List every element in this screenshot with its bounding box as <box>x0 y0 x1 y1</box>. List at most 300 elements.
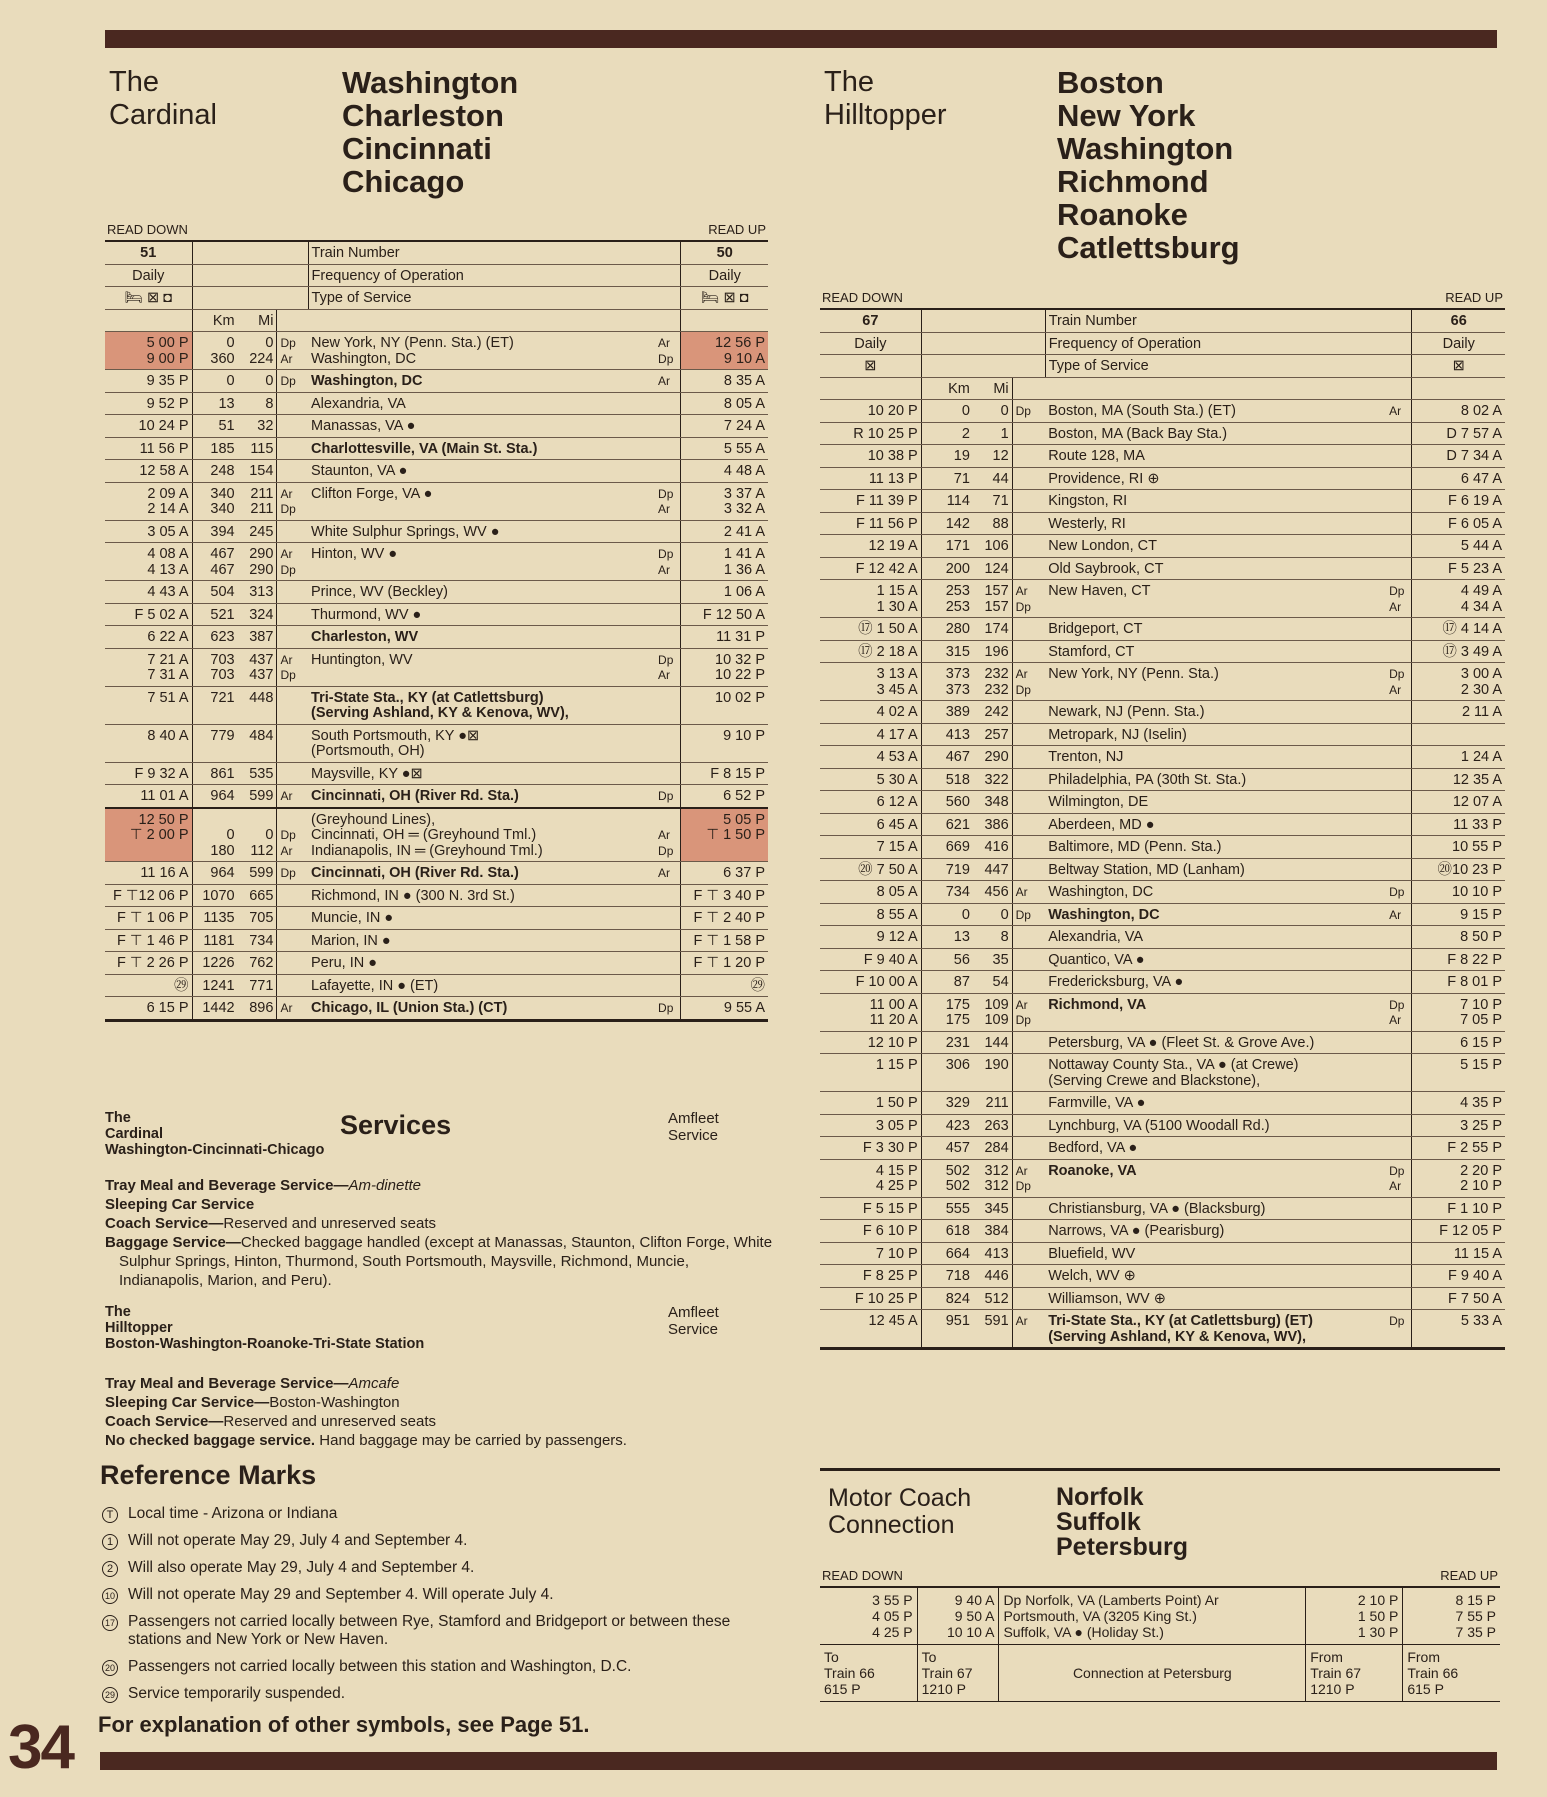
reference-text: Passengers not carried locally between Rye, Stamford and Bridgeport or between these stations and New York or New Haven. <box>128 1613 731 1648</box>
route-city: Washington <box>342 65 519 100</box>
header-row <box>105 287 768 310</box>
km-value: 0 <box>192 370 238 393</box>
km-value: 171 <box>921 535 973 558</box>
mi-value: 665 <box>238 884 277 907</box>
table-row <box>820 1265 1505 1288</box>
mi-value: 144 <box>973 1031 1012 1054</box>
arr-dep-code <box>277 974 308 997</box>
service-name: No checked baggage service. <box>105 1432 316 1449</box>
station-name: Quantico, VA ● <box>1045 948 1386 971</box>
km-value: 19 <box>921 445 973 468</box>
reference-mark-icon: 10 <box>102 1588 118 1604</box>
arr-dep-code: Ar Dp <box>655 332 681 370</box>
station-name: Williamson, WV ⊕ <box>1045 1287 1386 1310</box>
arr-dep-code <box>1386 512 1412 535</box>
route-city: New York <box>1057 98 1196 133</box>
table-row <box>820 1242 1505 1265</box>
km-value: 329 <box>921 1092 973 1115</box>
arr-dep-code: Ar <box>1386 400 1412 423</box>
timetable <box>105 240 768 1022</box>
arr-dep-code <box>277 626 308 649</box>
arr-dep-code <box>655 907 681 930</box>
station-name: Trenton, NJ <box>1045 746 1386 769</box>
departure-time: 6 15 P <box>105 997 192 1021</box>
arr-dep-code: Dp Ar <box>277 808 308 862</box>
arr-dep-code <box>1386 1220 1412 1243</box>
table-cell <box>105 309 192 332</box>
km-value: 779 <box>192 724 238 762</box>
arr-dep-code: Ar <box>655 862 681 885</box>
station-name: Richmond, VA <box>1045 993 1386 1031</box>
arr-dep-code <box>277 686 308 724</box>
km-value: 175 175 <box>921 993 973 1031</box>
station-name: Clifton Forge, VA ● <box>308 482 655 520</box>
table-row <box>820 400 1505 423</box>
arr-dep-code <box>655 603 681 626</box>
route-list <box>1057 66 1240 264</box>
header-row <box>105 241 768 264</box>
header-label: Train Number <box>1045 309 1412 332</box>
arr-dep-code <box>277 520 308 543</box>
table-row <box>105 543 768 581</box>
mi-value: 348 <box>973 791 1012 814</box>
arr-dep-code <box>277 929 308 952</box>
arr-dep-code <box>277 952 308 975</box>
return-time: 11 15 A <box>1412 1242 1505 1265</box>
station-name: Westerly, RI <box>1045 512 1386 535</box>
station-name: Lafayette, IN ● (ET) <box>308 974 655 997</box>
return-time: ⑰ 3 49 A <box>1412 640 1505 663</box>
arr-dep-code <box>277 907 308 930</box>
reference-marks-title: Reference Marks <box>100 1460 317 1490</box>
header-cell: 66 <box>1412 309 1505 332</box>
header-cell <box>921 309 1045 332</box>
table-cell <box>681 309 768 332</box>
table-cell <box>277 309 681 332</box>
station-name: Peru, IN ● <box>308 952 655 975</box>
motor-coach-title: Motor Coach Connection <box>828 1484 972 1539</box>
km-value: 185 <box>192 437 238 460</box>
departure-time: 4 02 A <box>820 701 921 724</box>
header-cell: ⊠ <box>820 355 921 378</box>
return-time: 7 10 P 7 05 P <box>1412 993 1505 1031</box>
mi-value: 386 <box>973 813 1012 836</box>
mi-value: 384 <box>973 1220 1012 1243</box>
return-time: 6 47 A <box>1412 467 1505 490</box>
mi-value: 771 <box>238 974 277 997</box>
arr-dep-code <box>277 603 308 626</box>
arr-dep-code <box>1386 1197 1412 1220</box>
station-name: Washington, DC <box>1045 903 1386 926</box>
table-row <box>105 762 768 785</box>
service-detail: Boston-Washington <box>269 1394 400 1411</box>
header-cell: 50 <box>681 241 768 264</box>
departure-time: 1 50 P <box>820 1092 921 1115</box>
departure-time: 12 50 P ⊤ 2 00 P <box>105 808 192 862</box>
return-time: F 8 01 P <box>1412 971 1505 994</box>
station-name: Roanoke, VA <box>1045 1159 1386 1197</box>
return-time: 8 35 A <box>681 370 768 393</box>
departure-time: 9 52 P <box>105 392 192 415</box>
table-row <box>820 1092 1505 1115</box>
mi-value: 324 <box>238 603 277 626</box>
departure-time: F 8 25 P <box>820 1265 921 1288</box>
arr-dep-code <box>1386 422 1412 445</box>
km-value: 521 <box>192 603 238 626</box>
mi-value: 456 <box>973 881 1012 904</box>
header-cell: Daily <box>820 332 921 355</box>
table-row <box>105 415 768 438</box>
table-row <box>105 332 768 370</box>
departure-time: 7 15 A <box>820 836 921 859</box>
return-time: 10 32 P 10 22 P <box>681 648 768 686</box>
arr-dep-code: Dp Ar <box>1386 993 1412 1031</box>
return-time: 5 15 P <box>1412 1054 1505 1092</box>
bottom-rule <box>100 1752 1497 1770</box>
reference-item <box>100 1505 780 1523</box>
departure-time: F ⊤ 2 26 P <box>105 952 192 975</box>
mi-value: 8 <box>238 392 277 415</box>
arr-dep-code <box>1386 557 1412 580</box>
km-value: 87 <box>921 971 973 994</box>
table-cell: To Train 67 1210 P <box>917 1645 999 1702</box>
arr-dep-code <box>1012 1242 1045 1265</box>
header-row <box>820 355 1505 378</box>
reference-text: Passengers not carried locally between this station and Washington, D.C. <box>128 1658 632 1675</box>
km-value: 0 360 <box>192 332 238 370</box>
reference-mark-icon: 1 <box>102 1534 118 1550</box>
km-value: 56 <box>921 948 973 971</box>
departure-time: 6 45 A <box>820 813 921 836</box>
km-value: 560 <box>921 791 973 814</box>
return-time: 2 11 A <box>1412 701 1505 724</box>
return-time: 4 35 P <box>1412 1092 1505 1115</box>
table-row <box>820 926 1505 949</box>
arr-dep-code <box>1012 836 1045 859</box>
mi-value: 0 <box>973 400 1012 423</box>
services-title: Services <box>340 1110 452 1140</box>
arr-dep-code <box>655 929 681 952</box>
km-label: Km <box>192 309 238 332</box>
station-name: Providence, RI ⊕ <box>1045 467 1386 490</box>
return-time: 3 25 P <box>1412 1114 1505 1137</box>
departure-time: F ⊤ 1 06 P <box>105 907 192 930</box>
arr-dep-code <box>1386 858 1412 881</box>
departure-time: 10 38 P <box>820 445 921 468</box>
departure-time: F 9 32 A <box>105 762 192 785</box>
arr-dep-code <box>277 724 308 762</box>
table-cell: 8 15 P 7 55 P 7 35 P <box>1403 1587 1500 1645</box>
reference-text: Will not operate May 29, July 4 and September 4. <box>128 1532 468 1549</box>
arr-dep-code <box>1012 618 1045 641</box>
km-value: 114 <box>921 490 973 513</box>
km-value: 248 <box>192 460 238 483</box>
table-row <box>105 997 768 1021</box>
arr-dep-code <box>277 460 308 483</box>
arr-dep-code <box>1386 445 1412 468</box>
return-time: F 8 15 P <box>681 762 768 785</box>
km-value: 340 340 <box>192 482 238 520</box>
arr-dep-code <box>1012 723 1045 746</box>
km-value: 504 <box>192 581 238 604</box>
service-name: Baggage Service— <box>105 1234 241 1251</box>
table-cell <box>1012 377 1412 400</box>
service-line <box>105 1374 775 1393</box>
header-row <box>820 332 1505 355</box>
arr-dep-code <box>1386 535 1412 558</box>
table-row <box>820 1220 1505 1243</box>
station-name: Thurmond, WV ● <box>308 603 655 626</box>
table-row <box>105 648 768 686</box>
motor-coach-table <box>820 1586 1500 1702</box>
return-time: 5 44 A <box>1412 535 1505 558</box>
table-row <box>820 971 1505 994</box>
table-row <box>820 535 1505 558</box>
departure-time: 5 30 A <box>820 768 921 791</box>
mi-value: 313 <box>238 581 277 604</box>
reference-text: Local time - Arizona or Indiana <box>128 1505 338 1522</box>
table-row <box>820 858 1505 881</box>
table-row <box>105 581 768 604</box>
return-time: 7 24 A <box>681 415 768 438</box>
arr-dep-code <box>1012 768 1045 791</box>
table-row <box>820 768 1505 791</box>
read-up-label: READ UP <box>708 222 766 237</box>
cardinal-section <box>105 62 768 1022</box>
mi-value: 416 <box>973 836 1012 859</box>
departure-time: R 10 25 P <box>820 422 921 445</box>
mi-value: 157 157 <box>973 580 1012 618</box>
station-name: Chicago, IL (Union Sta.) (CT) <box>308 997 655 1021</box>
departure-time: F 9 40 A <box>820 948 921 971</box>
reference-mark-icon: 2 <box>102 1561 118 1577</box>
return-time: F 9 40 A <box>1412 1265 1505 1288</box>
mi-value: 196 <box>973 640 1012 663</box>
table-cell: 9 40 A 9 50 A 10 10 A <box>917 1587 999 1645</box>
arr-dep-code <box>1012 557 1045 580</box>
arr-dep-code <box>1012 1054 1045 1092</box>
service-detail: Reserved and unreserved seats <box>223 1215 437 1232</box>
route-city: Catlettsburg <box>1057 230 1240 265</box>
arr-dep-code <box>655 392 681 415</box>
departure-time: F ⊤ 1 46 P <box>105 929 192 952</box>
arr-dep-code <box>1012 746 1045 769</box>
return-time <box>1412 723 1505 746</box>
table-row <box>105 482 768 520</box>
arr-dep-code: Dp <box>277 862 308 885</box>
arr-dep-code <box>1012 1092 1045 1115</box>
hilltopper-section <box>820 62 1505 1350</box>
station-name: Narrows, VA ● (Pearisburg) <box>1045 1220 1386 1243</box>
arr-dep-code <box>1386 836 1412 859</box>
return-time: F 1 10 P <box>1412 1197 1505 1220</box>
station-name: Huntington, WV <box>308 648 655 686</box>
return-time: ⑰ 4 14 A <box>1412 618 1505 641</box>
arr-dep-code: Ar Dp <box>1012 993 1045 1031</box>
arr-dep-code: Dp Ar <box>655 543 681 581</box>
station-name: Tri-State Sta., KY (at Catlettsburg) (Serving Ashland, KY & Kenova, WV), <box>308 686 655 724</box>
departure-time: 12 58 A <box>105 460 192 483</box>
arr-dep-code <box>277 392 308 415</box>
mi-value: 387 <box>238 626 277 649</box>
table-row <box>820 557 1505 580</box>
km-value: 413 <box>921 723 973 746</box>
station-name: Boston, MA (South Sta.) (ET) <box>1045 400 1386 423</box>
train-name: The Hilltopper <box>824 66 947 131</box>
reference-item <box>100 1658 780 1676</box>
header-cell <box>192 241 308 264</box>
table-row <box>820 813 1505 836</box>
table-row <box>820 490 1505 513</box>
km-value: 618 <box>921 1220 973 1243</box>
km-value: 2 <box>921 422 973 445</box>
km-value: 315 <box>921 640 973 663</box>
arr-dep-code <box>1012 1197 1045 1220</box>
departure-time: 6 22 A <box>105 626 192 649</box>
km-value: 423 <box>921 1114 973 1137</box>
mi-value: 599 <box>238 785 277 808</box>
arr-dep-code: Ar <box>277 997 308 1021</box>
return-time: 8 50 P <box>1412 926 1505 949</box>
km-value: 142 <box>921 512 973 535</box>
departure-time: 1 15 A 1 30 A <box>820 580 921 618</box>
amfleet-label: Amfleet Service <box>668 1110 719 1144</box>
arr-dep-code <box>1012 971 1045 994</box>
departure-time: 7 51 A <box>105 686 192 724</box>
arr-dep-code <box>1386 813 1412 836</box>
station-name: Alexandria, VA <box>308 392 655 415</box>
mi-value: 106 <box>973 535 1012 558</box>
table-row <box>105 974 768 997</box>
service-name: Sleeping Car Service <box>105 1196 255 1213</box>
mi-value: 447 <box>973 858 1012 881</box>
departure-time: F 12 42 A <box>820 557 921 580</box>
station-name: New York, NY (Penn. Sta.) <box>1045 663 1386 701</box>
motor-coach-route: Norfolk Suffolk Petersburg <box>1056 1483 1188 1561</box>
return-time: 2 41 A <box>681 520 768 543</box>
station-name: Fredericksburg, VA ● <box>1045 971 1386 994</box>
arr-dep-code <box>655 460 681 483</box>
arr-dep-code: Ar Dp <box>277 482 308 520</box>
station-name: Wilmington, DE <box>1045 791 1386 814</box>
service-detail: Reserved and unreserved seats <box>223 1413 437 1430</box>
station-name: Washington, DC <box>308 370 655 393</box>
mi-value: 0 112 <box>238 808 277 862</box>
station-name: Kingston, RI <box>1045 490 1386 513</box>
arr-dep-code: Ar <box>1012 881 1045 904</box>
services-header <box>105 1110 775 1176</box>
table-row <box>820 1114 1505 1137</box>
departure-time: 4 15 P 4 25 P <box>820 1159 921 1197</box>
arr-dep-code <box>1012 1265 1045 1288</box>
read-up-label: READ UP <box>1445 290 1503 305</box>
arr-dep-code <box>1386 1031 1412 1054</box>
mi-value: 174 <box>973 618 1012 641</box>
reference-mark-icon: 20 <box>102 1660 118 1676</box>
mi-value: 245 <box>238 520 277 543</box>
station-name: Beltway Station, MD (Lanham) <box>1045 858 1386 881</box>
services-list <box>105 1374 775 1450</box>
arr-dep-code <box>1012 422 1045 445</box>
station-name: (Greyhound Lines), Cincinnati, OH ═ (Greyhound Tml.) Indianapolis, IN ═ (Greyhound Tml.) <box>308 808 655 862</box>
arr-dep-code <box>1012 791 1045 814</box>
table-row <box>820 746 1505 769</box>
table-row <box>105 603 768 626</box>
return-time: 1 24 A <box>1412 746 1505 769</box>
mi-value: 345 <box>973 1197 1012 1220</box>
departure-time: F ⊤12 06 P <box>105 884 192 907</box>
reference-item <box>100 1613 780 1649</box>
departure-time: 9 35 P <box>105 370 192 393</box>
service-line <box>105 1431 775 1450</box>
service-detail: Amcafe <box>348 1375 400 1392</box>
table-row <box>820 836 1505 859</box>
mi-value: 896 <box>238 997 277 1021</box>
arr-dep-code <box>655 437 681 460</box>
arr-dep-code <box>1012 701 1045 724</box>
station-name: Christiansburg, VA ● (Blacksburg) <box>1045 1197 1386 1220</box>
column-header-row <box>820 377 1505 400</box>
km-value: 13 <box>921 926 973 949</box>
station-name: Charleston, WV <box>308 626 655 649</box>
service-detail: Checked baggage handled (except at Manassas, Staunton, Clifton Forge, White Sulphur Springs, Hinton, Thurmond, South Portsmouth, Maysville, Richmond, Muncie, Indianapolis, Marion, and Peru). <box>119 1234 773 1289</box>
departure-time: ⑰ 2 18 A <box>820 640 921 663</box>
table-row <box>820 791 1505 814</box>
header-cell <box>921 355 1045 378</box>
arr-dep-code <box>1012 640 1045 663</box>
arr-dep-code: Ar <box>1386 903 1412 926</box>
table-row <box>820 1159 1505 1197</box>
mi-value: 705 <box>238 907 277 930</box>
return-time: F 8 22 P <box>1412 948 1505 971</box>
station-name: Newark, NJ (Penn. Sta.) <box>1045 701 1386 724</box>
km-label: Km <box>921 377 973 400</box>
return-time: F 5 23 A <box>1412 557 1505 580</box>
header-cell: 51 <box>105 241 192 264</box>
arr-dep-code: Dp <box>1012 903 1045 926</box>
departure-time: 11 00 A 11 20 A <box>820 993 921 1031</box>
departure-time: ⑳ 7 50 A <box>820 858 921 881</box>
header-cell: ⊠ <box>1412 355 1505 378</box>
mi-value: 322 <box>973 768 1012 791</box>
departure-time: F 10 25 P <box>820 1287 921 1310</box>
table-row <box>105 437 768 460</box>
departure-time: 7 21 A 7 31 A <box>105 648 192 686</box>
return-time: 5 33 A <box>1412 1310 1505 1349</box>
station-name: Farmville, VA ● <box>1045 1092 1386 1115</box>
service-line <box>105 1412 775 1431</box>
return-time: 11 31 P <box>681 626 768 649</box>
return-time: ⑳10 23 P <box>1412 858 1505 881</box>
km-value: 0 <box>921 903 973 926</box>
arr-dep-code <box>1012 490 1045 513</box>
service-line <box>105 1214 775 1233</box>
station-name: Bridgeport, CT <box>1045 618 1386 641</box>
read-down-label: READ DOWN <box>822 1568 903 1583</box>
mi-value: 12 <box>973 445 1012 468</box>
km-value: 734 <box>921 881 973 904</box>
mi-value: 211 <box>973 1092 1012 1115</box>
km-value: 0 180 <box>192 808 238 862</box>
table-row <box>820 1137 1505 1160</box>
arr-dep-code <box>655 415 681 438</box>
return-time: 6 37 P <box>681 862 768 885</box>
arr-dep-code <box>277 437 308 460</box>
mi-value: 211 211 <box>238 482 277 520</box>
mi-value: 44 <box>973 467 1012 490</box>
return-time: 12 56 P 9 10 A <box>681 332 768 370</box>
km-value: 951 <box>921 1310 973 1349</box>
